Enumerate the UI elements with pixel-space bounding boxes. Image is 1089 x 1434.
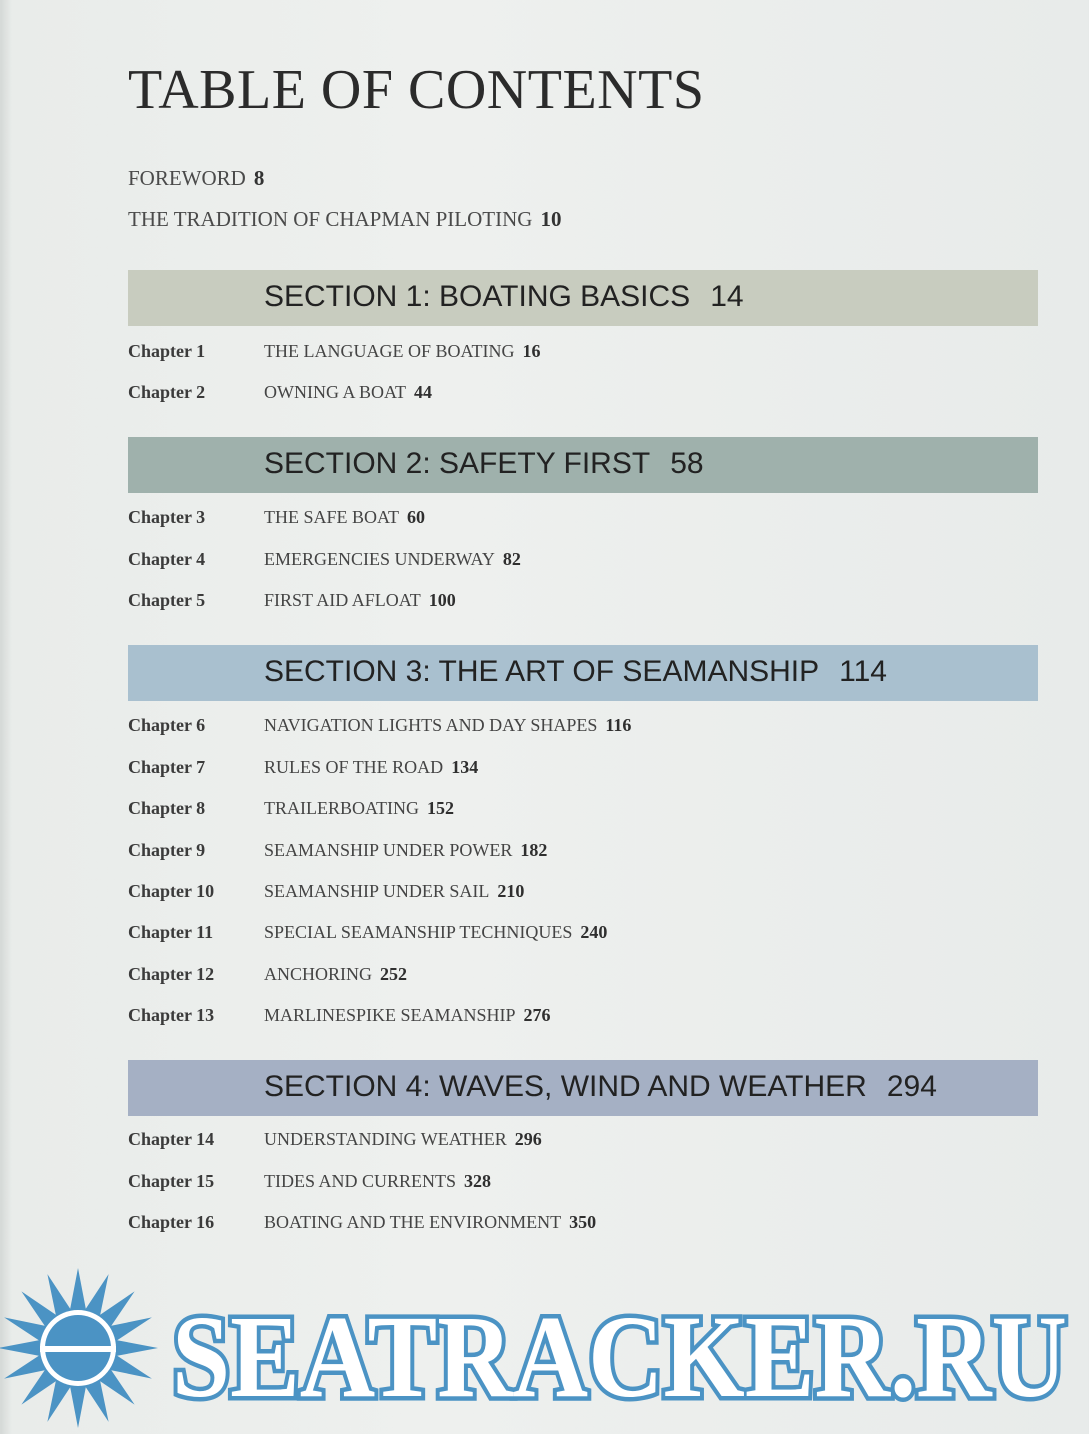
section-label: SECTION 4: WAVES, WIND AND WEATHER — [264, 1070, 867, 1103]
chapter-title: OWNING A BOAT — [264, 382, 406, 402]
page-number: 328 — [464, 1171, 492, 1191]
chapter-number: Chapter 8 — [128, 798, 206, 818]
page-number: 116 — [605, 715, 632, 735]
page-title: TABLE OF CONTENTS — [128, 59, 705, 121]
section-header[interactable] — [128, 437, 1038, 493]
page-number: 152 — [427, 798, 454, 818]
chapter-number: Chapter 16 — [128, 1212, 215, 1232]
section-header[interactable] — [128, 1060, 1038, 1116]
page-number: 276 — [523, 1005, 551, 1025]
chapter-title: THE SAFE BOAT — [264, 507, 400, 527]
page-number: 134 — [451, 757, 479, 777]
chapter-number: Chapter 10 — [128, 881, 215, 901]
section-header[interactable] — [128, 270, 1038, 326]
chapter-number: Chapter 11 — [128, 922, 214, 942]
chapter-number: Chapter 4 — [128, 549, 206, 569]
chapter-title: MARLINESPIKE SEAMANSHIP — [264, 1005, 516, 1025]
section-label: SECTION 3: THE ART OF SEAMANSHIP — [264, 655, 820, 688]
page-number: 10 — [540, 207, 562, 231]
page-number: 252 — [380, 964, 407, 984]
chapter-title: TIDES AND CURRENTS — [264, 1171, 457, 1191]
front-matter-item[interactable] — [128, 207, 561, 232]
front-matter-label: FOREWORD — [128, 166, 246, 190]
chapter-number: Chapter 1 — [128, 341, 206, 361]
section-page: 114 — [839, 655, 887, 688]
section-label: SECTION 2: SAFETY FIRST — [264, 447, 651, 480]
front-matter-item[interactable] — [128, 166, 264, 191]
chapter-number: Chapter 15 — [128, 1171, 215, 1191]
chapter-title: TRAILERBOATING — [264, 798, 419, 818]
chapter-title: SEAMANSHIP UNDER POWER — [264, 840, 513, 860]
chapter-number: Chapter 9 — [128, 840, 206, 860]
chapter-title: ANCHORING — [264, 964, 372, 984]
page-number: 60 — [407, 507, 426, 527]
page-number: 8 — [253, 166, 265, 190]
sun-icon — [0, 1268, 158, 1428]
chapter-title: THE LANGUAGE OF BOATING — [264, 341, 515, 361]
chapter-title: FIRST AID AFLOAT — [264, 590, 421, 610]
front-matter-label: THE TRADITION OF CHAPMAN PILOTING — [128, 207, 533, 231]
chapter-title: BOATING AND THE ENVIRONMENT — [264, 1212, 562, 1232]
section-label: SECTION 1: BOATING BASICS — [264, 280, 691, 313]
section-page: 14 — [710, 280, 744, 313]
section-header[interactable] — [128, 645, 1038, 701]
chapter-number: Chapter 12 — [128, 964, 215, 984]
chapter-number: Chapter 14 — [128, 1129, 215, 1149]
page-number: 44 — [414, 382, 432, 402]
section-page: 58 — [670, 447, 704, 480]
chapter-title: RULES OF THE ROAD — [264, 757, 444, 777]
page-number: 82 — [502, 549, 521, 569]
chapter-title: UNDERSTANDING WEATHER — [264, 1129, 507, 1149]
chapter-number: Chapter 2 — [128, 382, 206, 402]
chapter-number: Chapter 7 — [128, 757, 206, 777]
chapter-number: Chapter 6 — [128, 715, 206, 735]
page-number: 16 — [522, 341, 541, 361]
watermark-text: SEATRACKER.RU — [172, 1291, 1067, 1422]
page-number: 350 — [569, 1212, 597, 1232]
page-number: 240 — [580, 922, 608, 942]
chapter-number: Chapter 5 — [128, 590, 206, 610]
chapter-title: SEAMANSHIP UNDER SAIL — [264, 881, 490, 901]
chapter-title: SPECIAL SEAMANSHIP TECHNIQUES — [264, 922, 573, 942]
page-number: 296 — [514, 1129, 542, 1149]
watermark — [0, 1268, 1089, 1429]
chapter-number: Chapter 13 — [128, 1005, 215, 1025]
page-number: 210 — [497, 881, 525, 901]
page-number: 182 — [520, 840, 548, 860]
page-number: 100 — [428, 590, 456, 610]
watermark-graphic — [0, 1268, 1089, 1429]
section-page: 294 — [886, 1070, 937, 1103]
chapter-number: Chapter 3 — [128, 507, 206, 527]
chapter-title: EMERGENCIES UNDERWAY — [264, 549, 495, 569]
chapter-title: NAVIGATION LIGHTS AND DAY SHAPES — [264, 715, 598, 735]
